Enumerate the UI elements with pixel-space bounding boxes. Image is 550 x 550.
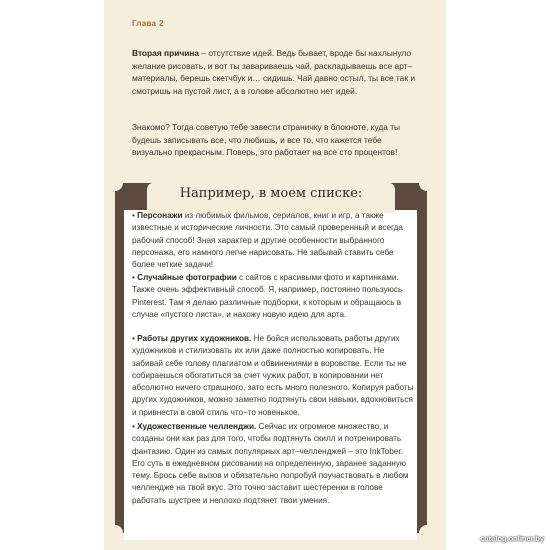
frame-corner-notch — [107, 175, 123, 191]
paragraph-reason — [132, 47, 420, 97]
list-box-title: Например, в моем списке: — [179, 186, 363, 201]
list-item-lead: Художественные челленджи. — [137, 422, 257, 431]
list-item-text: с сайтов с красивыми фото и картинками. Также очень эффективный способ. Я, например, постоянно пользуюсь Pinterest. Там я делаю различные подборки, к которым и обращаюсь в случае «пустого листа», и нахожу новую идею для арта. — [132, 273, 403, 319]
paragraph-text: – отсутствие идей. Ведь бывает, вроде бы нахлынуло желание рисовать, и вот ты завариваешь чай, раскладываешь все арт–материалы, берешь скетчбук и… сидишь. Чай давно остыл, ты все так и смотришь на пустой лист, а в голове абсолютно нет идей. — [132, 48, 415, 96]
bullet: • — [132, 334, 135, 343]
list-item-artists — [132, 333, 414, 419]
bullet: • — [132, 211, 135, 220]
list-item-photos — [132, 272, 414, 321]
frame-corner-notch — [419, 525, 435, 541]
list-item-text: Не бойся использовать работы других художников и стилизовать их или даже полностью копировать. Не забивай себе голову плагиатом и обвинениями в воровстве. Если ты не собираешься обогатиться за счет чужих работ, в копировании нет абсолютно ничего страшного, зато есть много полезного. Копируя работы других художников, можно заметно подтянуть свои навыки, вдохновиться и привнести в свой стиль что–то новенькое. — [132, 334, 414, 417]
bullet: • — [132, 422, 135, 431]
list-item-challenges — [132, 421, 414, 507]
list-item-lead: Случайные фотографии — [137, 273, 237, 282]
list-item-characters — [132, 210, 414, 271]
frame-corner-notch — [107, 525, 123, 541]
list-item-text: Сейчас их огромное множество, и созданы они как раз для того, чтобы подтянуть скилл и потренировать фантазию. Один из самых популярных арт–челленджей – это InkTober. Его суть в ежедневном рисовании на определенную, заранее заданную тему. Брось себе вызов и обязательно попробуй поучаствовать в любом челлендже на твой вкус. Это точно заставит шестеренки в голове работать шустрее и неплохо подтянет твои умения. — [132, 422, 409, 505]
paragraph-lead: Вторая причина — [132, 48, 200, 58]
bullet: • — [132, 273, 135, 282]
list-item-lead: Персонажи — [137, 211, 183, 220]
list-item-text: из любимых фильмов, сериалов, книг и игр, а также известные и исторические личности. Это самый проверенный и всегда рабочий способ! Зная характер и другие особенности выбранного персонажа, его намного легче нарисовать. Не забывай ставить себе более четкие задачи! — [132, 211, 403, 270]
list-item-lead: Работы других художников. — [137, 334, 252, 343]
chapter-heading: Глава 2 — [132, 19, 164, 28]
watermark: catalog.onliner.by — [480, 534, 544, 543]
paragraph-advice: Знакомо? Тогда советую тебе завести страничку в блокноте, куда ты будешь записывать все, что любишь, и все то, что кажется тебе визуально прекрасным. Поверь, это работает на все сто процентов! — [132, 122, 401, 158]
frame-corner-notch — [419, 175, 435, 191]
